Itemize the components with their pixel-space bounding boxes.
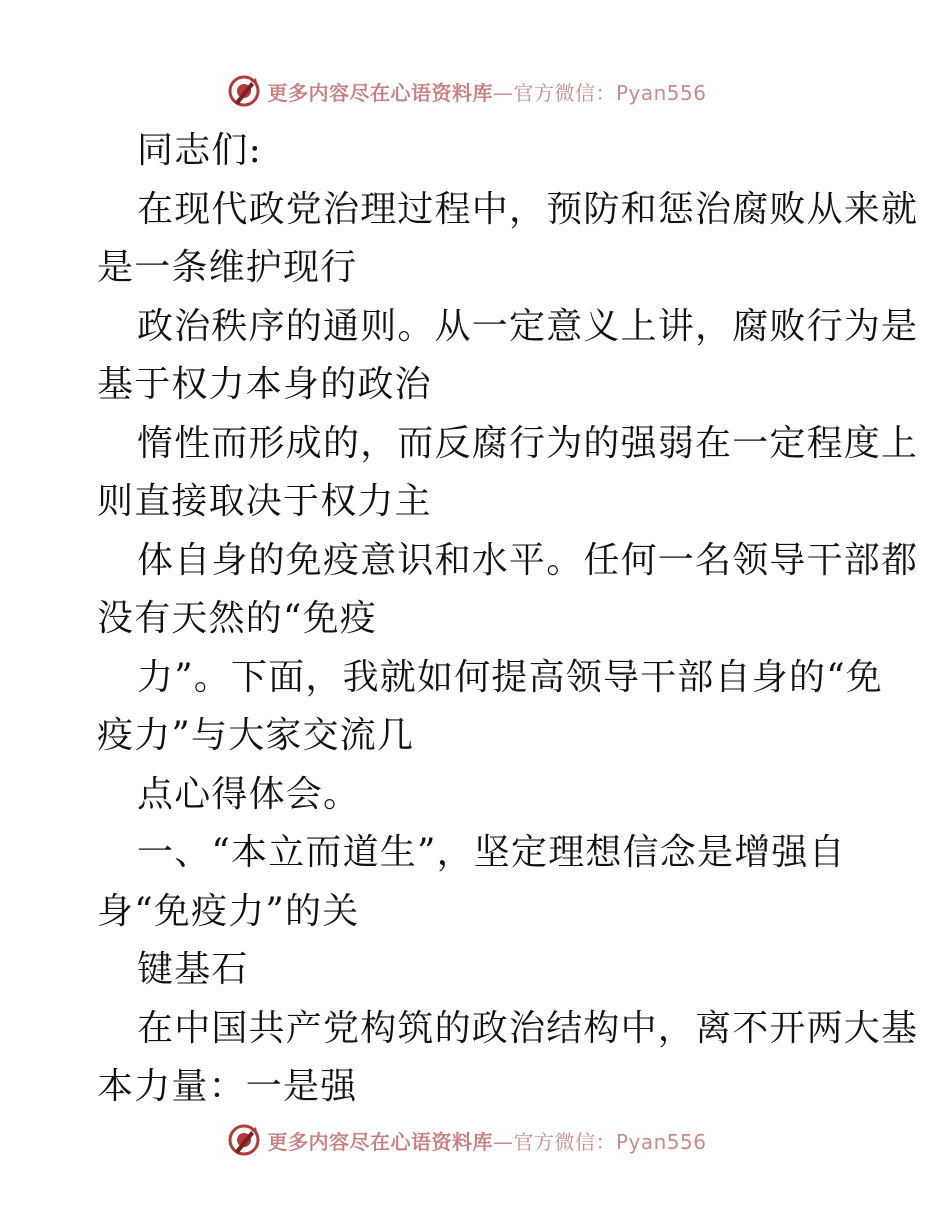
text-line: 在中国共产党构筑的政治结构中，离不开两大基 <box>137 1007 919 1049</box>
text-line: 点心得体会。 <box>137 773 361 815</box>
banner-wechat-text: 官方微信：Pyan556 <box>513 1129 707 1154</box>
greeting-line: 同志们: <box>137 130 262 171</box>
logo-icon <box>227 1123 261 1157</box>
text-line: 政治秩序的通则。从一定意义上讲，腐败行为是 <box>137 305 919 347</box>
text-line: 惰性而形成的，而反腐行为的强弱在一定程度上 <box>137 422 919 464</box>
banner-site-text: 更多内容尽在心语资料库 <box>267 80 493 105</box>
text-line: 疫力”与大家交流几 <box>97 715 415 756</box>
logo-icon <box>227 74 261 108</box>
banner-dash: — <box>492 1129 514 1154</box>
banner-dash: — <box>492 80 514 105</box>
document-body <box>97 122 919 1117</box>
text-line: 体自身的免疫意识和水平。任何一名领导干部都 <box>137 539 919 581</box>
banner-site-text: 更多内容尽在心语资料库 <box>267 1129 493 1154</box>
text-line: 在现代政党治理过程中，预防和惩治腐败从来就 <box>137 188 919 230</box>
footer-watermark-banner <box>0 1120 950 1160</box>
section-heading-line: 键基石 <box>137 949 249 990</box>
text-line: 力”。下面，我就如何提高领导干部自身的“免 <box>137 656 884 698</box>
header-watermark-banner <box>0 71 950 111</box>
banner-wechat-text: 官方微信：Pyan556 <box>513 80 707 105</box>
text-line: 则直接取决于权力主 <box>97 481 432 522</box>
text-line: 本力量：一是强 <box>97 1066 358 1107</box>
section-heading-line: 身“免疫力”的关 <box>97 890 360 932</box>
section-heading-line: 一、“本立而道生”，坚定理想信念是增强自 <box>137 832 846 873</box>
text-line: 是一条维护现行 <box>97 247 358 288</box>
text-line: 没有天然的“免疫 <box>97 598 378 639</box>
text-line: 基于权力本身的政治 <box>97 364 432 405</box>
